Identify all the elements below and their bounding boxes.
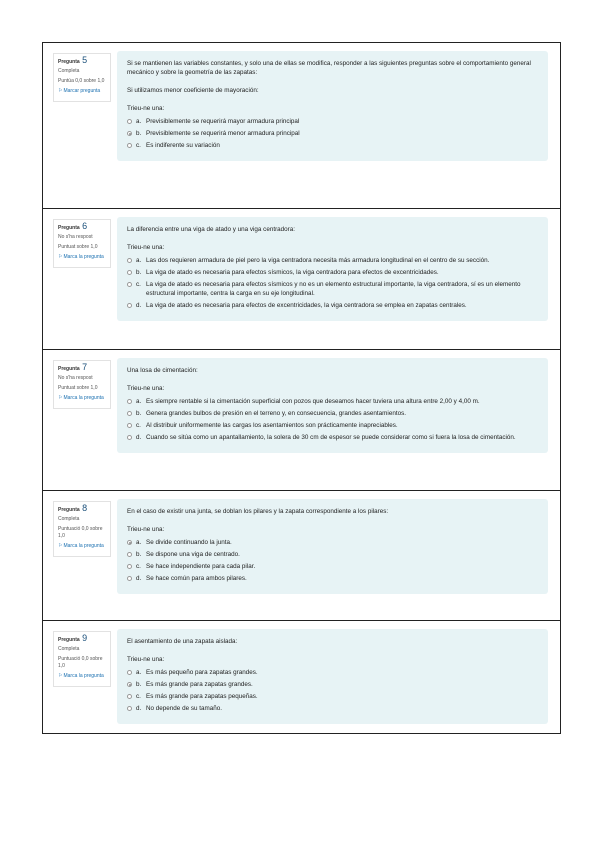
answer-prompt: Trieu-ne una: (127, 526, 165, 533)
radio-checked-icon[interactable] (127, 131, 132, 136)
question-subtext: Si utilizamos menor coeficiente de mayoración: (127, 87, 259, 94)
question-grade: Puntuat sobre 1,0 (58, 244, 98, 250)
flag-icon: ⚐ (58, 88, 63, 94)
answer-list (127, 397, 538, 442)
answer-prompt: Trieu-ne una: (127, 244, 165, 251)
answer-list (127, 117, 538, 150)
option-letter: b. (136, 130, 142, 137)
option-letter: c. (136, 422, 141, 429)
radio-icon[interactable] (127, 423, 132, 428)
answer-option[interactable] (127, 409, 538, 418)
option-letter: d. (136, 434, 142, 441)
option-letter: a. (136, 539, 142, 546)
option-text: Se divide continuando la junta. (146, 539, 232, 546)
option-text: Genera grandes bulbos de presión en el terreno y, en consecuencia, grandes asentamientos. (146, 410, 406, 417)
flag-label: Marca la pregunta (63, 254, 104, 260)
question-number (58, 505, 107, 514)
option-text: Las dos requieren armadura de piel pero la viga centradora necesita más armadura longitudinal en el centro de su sección. (146, 257, 490, 264)
question-state: Completa (58, 68, 80, 74)
answer-option[interactable] (127, 268, 538, 277)
option-text: No depende de su tamaño. (146, 705, 222, 712)
answer-option[interactable] (127, 421, 538, 430)
question-8 (43, 491, 560, 621)
radio-icon[interactable] (127, 670, 132, 675)
question-number (58, 364, 107, 373)
answer-prompt: Trieu-ne una: (127, 656, 165, 663)
option-text: Es más grande para zapatas grandes. (146, 681, 253, 688)
option-letter: d. (136, 705, 142, 712)
question-number (58, 223, 107, 232)
answer-option[interactable] (127, 433, 538, 442)
option-text: Es más grande para zapatas pequeñas. (146, 693, 258, 700)
radio-icon[interactable] (127, 706, 132, 711)
option-letter: b. (136, 681, 142, 688)
question-info (53, 360, 111, 409)
radio-checked-icon[interactable] (127, 540, 132, 545)
answer-option[interactable] (127, 680, 538, 689)
option-text: Al distribuir uniformemente las cargas los asentamientos son prácticamente inapreciables. (146, 422, 398, 429)
answer-option[interactable] (127, 141, 538, 150)
question-text: La diferencia entre una viga de atado y una viga centradora: (127, 226, 296, 233)
flag-icon: ⚐ (58, 673, 63, 679)
question-state: No s'ha respost (58, 234, 93, 240)
question-9 (43, 621, 560, 734)
radio-icon[interactable] (127, 258, 132, 263)
question-state: No s'ha respost (58, 375, 93, 381)
answer-prompt: Trieu-ne una: (127, 385, 165, 392)
answer-list (127, 668, 538, 713)
flag-icon: ⚐ (58, 543, 63, 549)
option-text: La viga de atado es necesaria para efectos sísmicos y no es un elemento estructural importante, la viga centradora, sí es un elemento estructural importante, centra la carga en su eje longitudinal. (146, 281, 521, 297)
question-content (117, 499, 548, 594)
flag-question-link[interactable] (58, 88, 107, 95)
question-5 (43, 43, 560, 209)
radio-icon[interactable] (127, 270, 132, 275)
answer-option[interactable] (127, 704, 538, 713)
radio-icon[interactable] (127, 564, 132, 569)
question-number-value: 9 (82, 633, 88, 643)
option-text: Se dispone una viga de centrado. (146, 551, 240, 558)
question-label: Pregunta (58, 507, 80, 513)
answer-option[interactable] (127, 668, 538, 677)
question-content (117, 358, 548, 453)
option-letter: d. (136, 575, 142, 582)
question-number (58, 57, 107, 66)
radio-icon[interactable] (127, 552, 132, 557)
option-letter: c. (136, 281, 141, 288)
radio-icon[interactable] (127, 435, 132, 440)
option-letter: c. (136, 563, 141, 570)
radio-checked-icon[interactable] (127, 682, 132, 687)
radio-icon[interactable] (127, 576, 132, 581)
answer-option[interactable] (127, 280, 538, 298)
flag-icon: ⚐ (58, 254, 63, 260)
question-number-value: 5 (82, 55, 88, 65)
flag-label: Marca la pregunta (63, 395, 104, 401)
option-letter: b. (136, 269, 142, 276)
answer-option[interactable] (127, 538, 538, 547)
answer-list (127, 256, 538, 310)
option-text: Cuando se sitúa como un apantallamiento, la solera de 30 cm de espesor se puede considerar como si fuera la losa de cimentación. (146, 434, 516, 441)
question-7 (43, 350, 560, 491)
option-text: La viga de atado es necesaria para efectos sísmicos, la viga centradora para efectos de excentricidades. (146, 269, 439, 276)
question-content (117, 629, 548, 724)
answer-list (127, 538, 538, 583)
flag-label: Marcar pregunta (63, 88, 101, 94)
option-text: Previsiblemente se requerirá menor armadura principal (146, 130, 300, 137)
answer-option[interactable] (127, 550, 538, 559)
option-text: Se hace común para ambos pilares. (146, 575, 247, 582)
question-info (53, 219, 111, 268)
question-content (117, 51, 548, 161)
question-number-value: 8 (82, 503, 88, 513)
radio-icon[interactable] (127, 119, 132, 124)
question-number-value: 7 (82, 362, 88, 372)
option-letter: b. (136, 551, 142, 558)
option-letter: a. (136, 669, 142, 676)
answer-option[interactable] (127, 117, 538, 126)
question-label: Pregunta (58, 225, 80, 231)
answer-option[interactable] (127, 692, 538, 701)
answer-option[interactable] (127, 574, 538, 583)
radio-icon[interactable] (127, 694, 132, 699)
question-6 (43, 209, 560, 350)
quiz-page (42, 42, 561, 734)
answer-option[interactable] (127, 129, 538, 138)
option-letter: d. (136, 302, 142, 309)
option-letter: c. (136, 142, 141, 149)
radio-icon[interactable] (127, 411, 132, 416)
question-label: Pregunta (58, 637, 80, 643)
radio-icon[interactable] (127, 399, 132, 404)
option-text: Es siempre rentable si la cimentación superficial con pozos que deseamos hacer tuviera una altura entre 2,00 y 4,00 m. (146, 398, 480, 405)
option-text: La viga de atado es necesaria para efectos de excentricidades, la viga centradora se emplea en zapatas centrales. (146, 302, 467, 309)
flag-label: Marca la pregunta (63, 543, 104, 549)
question-state: Completa (58, 516, 80, 522)
option-text: Se hace independiente para cada pilar. (146, 563, 256, 570)
question-info (53, 631, 111, 687)
answer-option[interactable] (127, 397, 538, 406)
question-info (53, 53, 111, 102)
answer-option[interactable] (127, 301, 538, 310)
option-text: Previsiblemente se requerirá mayor armadura principal (146, 118, 300, 125)
question-grade: Puntuació 0,0 sobre 1,0 (58, 656, 103, 669)
question-number (58, 635, 107, 644)
option-text: Es más pequeño para zapatas grandes. (146, 669, 258, 676)
question-info (53, 501, 111, 557)
answer-option[interactable] (127, 256, 538, 265)
option-letter: c. (136, 693, 141, 700)
answer-option[interactable] (127, 562, 538, 571)
answer-prompt: Trieu-ne una: (127, 105, 165, 112)
flag-label: Marca la pregunta (63, 673, 104, 679)
flag-icon: ⚐ (58, 395, 63, 401)
question-content (117, 217, 548, 321)
question-text: Una losa de cimentación: (127, 367, 198, 374)
question-number-value: 6 (82, 221, 88, 231)
question-label: Pregunta (58, 366, 80, 372)
option-letter: a. (136, 118, 142, 125)
question-text: Si se mantienen las variables constantes, y solo una de ellas se modifica, responder a las siguientes preguntas sobre el comportamiento general mecánico y sobre la geometría de las zapatas: (127, 60, 531, 76)
option-text: Es indiferente su variación (146, 142, 220, 149)
question-grade: Puntuació 0,0 sobre 1,0 (58, 526, 103, 539)
flag-question-link[interactable] (58, 395, 107, 402)
question-label: Pregunta (58, 59, 80, 65)
option-letter: a. (136, 398, 142, 405)
question-grade: Puntúa 0,0 sobre 1,0 (58, 78, 105, 84)
radio-icon[interactable] (127, 143, 132, 148)
question-grade: Puntuat sobre 1,0 (58, 385, 98, 391)
question-state: Completa (58, 646, 80, 652)
flag-question-link[interactable] (58, 543, 107, 550)
radio-icon[interactable] (127, 282, 132, 287)
option-letter: a. (136, 257, 142, 264)
flag-question-link[interactable] (58, 673, 107, 680)
flag-question-link[interactable] (58, 254, 107, 261)
question-text: En el caso de existir una junta, se doblan los pilares y la zapata correspondiente a los pilares: (127, 508, 389, 515)
option-letter: b. (136, 410, 142, 417)
radio-icon[interactable] (127, 303, 132, 308)
question-text: El asentamiento de una zapata aislada: (127, 638, 238, 645)
